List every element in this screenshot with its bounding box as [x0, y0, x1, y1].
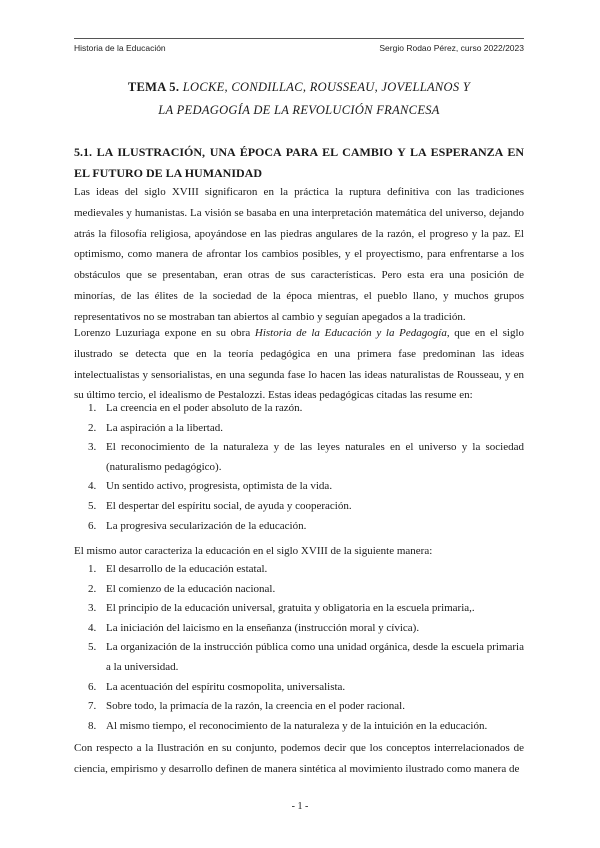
- list-number: 1.: [88, 402, 97, 414]
- paragraph-2-end: , que en el siglo ilustrado se detecta que en la teoría pedagógica en una primera fase predominan las ideas intelectualistas y sensorialistas, en una segunda fase lo hacen las ideas naturalistas de Rousseau, y en su último tercio, el idealismo de Pestalozzi. Estas ideas pedagógicas citadas las resume en:: [74, 327, 524, 402]
- paragraph-2: [74, 323, 524, 406]
- list-text: El desarrollo de la educación estatal.: [106, 563, 268, 575]
- list-number: 2.: [88, 421, 97, 434]
- paragraph-1: Las ideas del siglo XVIII significaron en la práctica la ruptura definitiva con las tradiciones medievales y humanistas. La visión se basaba en una interpretación matemática del universo, dejando atrás la filosofía religiosa, apoyándose en las piedras angulares de la razón, el progreso y la paz. El optimismo, como manera de afrontar los cambios posibles, y el proyectismo, para enfrentarse a los obstáculos que se presentaban, eran otras de sus características. Pero esta era una posición de minorías, de las élites de la sociedad de la época mientras, el pueblo llano, y muchos grupos representativos no se mostraban tan abiertos al cambio y seguían apegados a la tradición.: [74, 186, 524, 323]
- ideas-list: [74, 399, 524, 536]
- header-author: Sergio Rodao Pérez, curso 2022/2023: [379, 43, 524, 53]
- list-item: [74, 717, 524, 737]
- list-text: El reconocimiento de la naturaleza y de las leyes naturales en el universo y la sociedad (naturalismo pedagógico).: [106, 441, 524, 473]
- list-item: [74, 697, 524, 717]
- characteristics-list: [74, 560, 524, 736]
- list-number: 7.: [88, 700, 97, 713]
- list-text: La creencia en el poder absoluto de la razón.: [106, 402, 303, 414]
- list-number: 3.: [88, 602, 97, 615]
- chapter-title-line2: [74, 103, 524, 118]
- list-text: La progresiva secularización de la educación.: [106, 519, 307, 532]
- list-item: [74, 419, 524, 439]
- list-number: 5.: [88, 499, 97, 512]
- list-text: La iniciación del laicismo en la enseñanza (instrucción moral y cívica).: [106, 621, 420, 634]
- list-text: El despertar del espíritu social, de ayuda y cooperación.: [106, 499, 352, 512]
- list-number: 6.: [88, 519, 97, 532]
- page-number: - 1 -: [291, 801, 309, 812]
- page-header: [74, 38, 524, 58]
- chapter-title-line1: [74, 80, 524, 95]
- paragraph-4: Con respecto a la Ilustración en su conjunto, podemos decir que los conceptos interrelacionados de ciencia, empirismo y desarrollo definen de manera sintética al movimiento ilustrado como manera de: [74, 742, 524, 775]
- header-course: Historia de la Educación: [74, 43, 166, 53]
- book-title: Historia de la Educación y la Pedagogía: [254, 327, 447, 339]
- list-item: [74, 599, 524, 619]
- list-item: [74, 477, 524, 497]
- header-rule: [74, 38, 524, 39]
- list-item: [74, 638, 524, 677]
- list-item: [74, 497, 524, 517]
- list-number: 4.: [88, 621, 97, 634]
- list-text: Un sentido activo, progresista, optimista de la vida.: [106, 480, 333, 493]
- list-number: 4.: [88, 480, 97, 493]
- list-item: [74, 399, 524, 419]
- list-item: [74, 438, 524, 477]
- paragraph-2-start: Lorenzo Luzuriaga expone en su obra: [74, 327, 255, 339]
- list-number: 1.: [88, 563, 97, 575]
- list-item: [74, 678, 524, 698]
- chapter-number: TEMA 5.: [127, 80, 180, 94]
- list-text: El principio de la educación universal, gratuita y obligatoria en la escuela primaria,.: [106, 602, 475, 615]
- list-item: [74, 517, 524, 537]
- list-number: 8.: [88, 719, 97, 732]
- list-text: La acentuación del espíritu cosmopolita, universalista.: [106, 680, 346, 693]
- list-number: 2.: [88, 582, 97, 595]
- chapter-title-part1: LOCKE, CONDILLAC, ROUSSEAU, JOVELLANOS Y: [182, 80, 471, 94]
- list-number: 3.: [88, 441, 97, 454]
- list-text: El comienzo de la educación nacional.: [106, 582, 276, 595]
- list-number: 5.: [88, 641, 97, 654]
- section-heading: 5.1. LA ILUSTRACIÓN, UNA ÉPOCA PARA EL CAMBIO Y LA ESPERANZA EN EL FUTURO DE LA HUMANIDAD: [74, 145, 524, 180]
- list-text: La organización de la instrucción pública como una unidad orgánica, desde la escuela primaria a la universidad.: [106, 641, 524, 673]
- list-item: [74, 560, 524, 580]
- list-text: La aspiración a la libertad.: [106, 421, 223, 434]
- list-text: Al mismo tiempo, el reconocimiento de la naturaleza y de la intuición en la educación.: [106, 719, 488, 732]
- chapter-title-part2: LA PEDAGOGÍA DE LA REVOLUCIÓN FRANCESA: [158, 103, 440, 117]
- list-text: Sobre todo, la primacía de la razón, la creencia en el poder racional.: [106, 700, 405, 713]
- list-item: [74, 619, 524, 639]
- list-item: [74, 580, 524, 600]
- paragraph-3: El mismo autor caracteriza la educación en el siglo XVIII de la siguiente manera:: [74, 545, 433, 557]
- list-number: 6.: [88, 680, 97, 693]
